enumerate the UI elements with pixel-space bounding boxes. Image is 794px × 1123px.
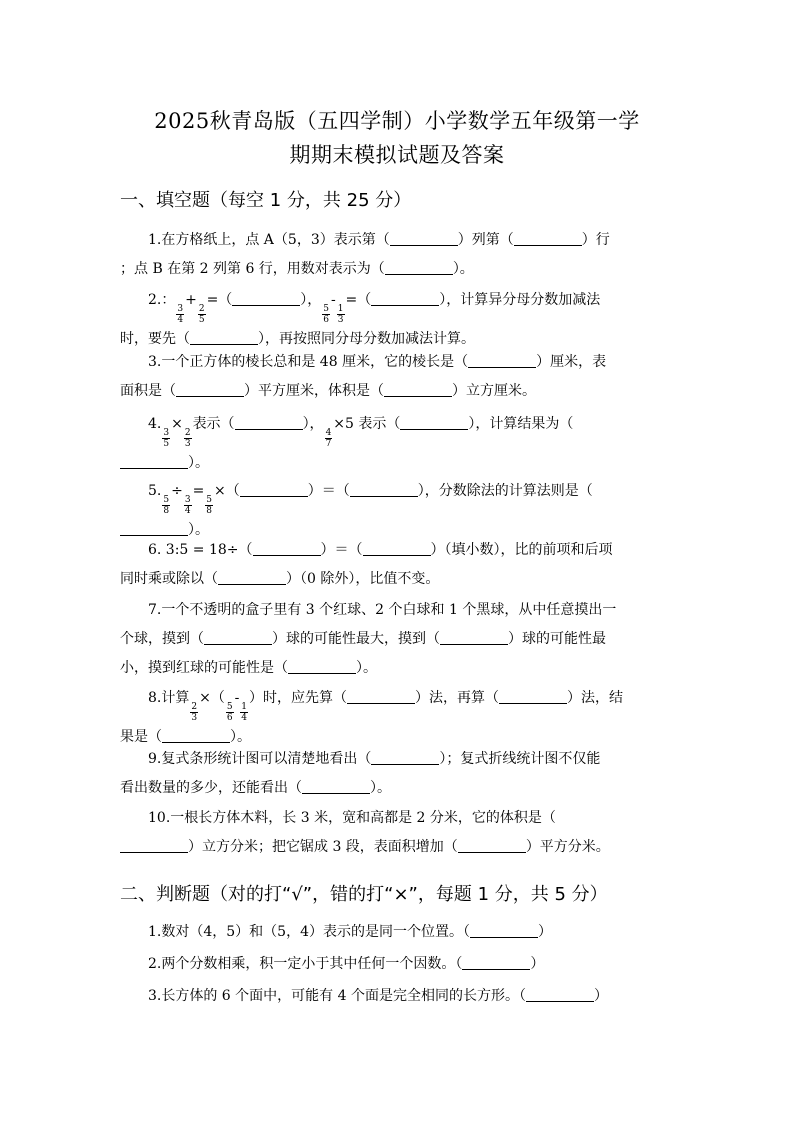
fraction <box>162 428 170 449</box>
fraction-part: 5 <box>226 702 233 712</box>
answer-blank[interactable] <box>440 630 508 645</box>
question-text: ）；复式折线统计图不仅能 <box>439 751 601 767</box>
fraction <box>184 428 192 449</box>
fraction-part: 6 <box>323 315 330 325</box>
fraction <box>325 428 333 449</box>
question-text: 10.一根长方体木料，长 3 米，宽和高都是 2 分米，它的体积是（ <box>148 810 556 826</box>
fraction-part: 8 <box>163 506 170 516</box>
question-2 <box>120 286 676 354</box>
question-text: ）球的可能性最大，摸到（ <box>272 631 440 647</box>
answer-blank[interactable] <box>371 750 439 765</box>
question-text: - <box>234 690 240 706</box>
question-text: ；点 B 在第 2 列第 6 行，用数对表示为（ <box>120 261 385 277</box>
answer-blank[interactable] <box>162 728 230 743</box>
fraction <box>322 304 330 325</box>
question-text: 6. 3:5 = 18÷（ <box>148 542 253 558</box>
fraction-part: 8 <box>206 506 213 516</box>
answer-blank[interactable] <box>400 415 468 430</box>
question-text: ）。 <box>230 729 251 745</box>
answer-blank[interactable] <box>235 415 303 430</box>
answer-blank[interactable] <box>120 454 188 469</box>
answer-blank[interactable] <box>253 541 321 556</box>
fraction-part: 4 <box>325 428 332 438</box>
document-title-line-1: 2025秋青岛版（五四学制）小学数学五年级第一学 <box>154 109 640 133</box>
fraction <box>337 304 345 325</box>
fraction-part: 3 <box>184 495 191 505</box>
question-text: 5. <box>148 483 162 499</box>
question-text: 8.计算 <box>148 690 190 706</box>
answer-blank[interactable] <box>232 291 300 306</box>
section-heading-true-false: 二、判断题（对的打“√”，错的打“×”，每题 1 分，共 5 分） <box>120 884 608 905</box>
question-text: ）， <box>302 416 324 432</box>
answer-blank[interactable] <box>288 659 356 674</box>
question-text: 3.一个正方体的棱长总和是 48 厘米，它的棱长是（ <box>148 354 469 370</box>
answer-blank[interactable] <box>384 382 452 397</box>
answer-blank[interactable] <box>462 955 530 970</box>
fraction <box>176 304 184 325</box>
question-text: ÷ <box>171 483 183 499</box>
question-text: ）。 <box>452 261 474 277</box>
judgement-1 <box>120 918 676 947</box>
question-text: ）平方分米。 <box>525 839 610 855</box>
question-text: ）厘米，表 <box>536 354 607 370</box>
answer-blank[interactable] <box>470 923 538 938</box>
document-title-line-2: 期期末模拟试题及答案 <box>289 143 505 167</box>
answer-blank[interactable] <box>468 353 536 368</box>
question-text: 个球，摸到（ <box>120 631 204 647</box>
question-6 <box>120 536 676 594</box>
answer-blank[interactable] <box>526 987 594 1002</box>
answer-blank[interactable] <box>120 521 188 536</box>
question-text: ）（填小数），比的前项和后项 <box>430 542 613 558</box>
fraction-part: 2 <box>198 304 205 314</box>
answer-blank[interactable] <box>385 260 453 275</box>
question-text: ）。 <box>356 660 377 676</box>
question-text: ） <box>538 924 552 940</box>
question-text: ），计算异分母分数加减法 <box>439 292 601 308</box>
fraction-part: 2 <box>184 428 191 438</box>
fraction-part: 5 <box>206 495 213 505</box>
question-9 <box>120 745 676 803</box>
fraction-part: 3 <box>163 428 170 438</box>
question-text: ），分数除法的计算法则是（ <box>417 483 593 499</box>
question-text: ） <box>593 988 608 1004</box>
question-text: 7.一个不透明的盒子里有 3 个红球、2 个白球和 1 个黑球，从中任意摸出一 <box>148 602 617 618</box>
question-text: 1.数对（4，5）和（5，4）表示的是同一个位置。（ <box>148 924 470 940</box>
question-text: × <box>171 416 183 432</box>
judgement-3 <box>120 982 676 1011</box>
question-text: ）列第（ <box>457 232 514 248</box>
judgement-2 <box>120 950 676 979</box>
question-text: 2.两个分数相乘，积一定小于其中任何一个因数。（ <box>148 956 463 972</box>
fraction <box>240 702 248 723</box>
fraction-part: 3 <box>191 713 198 723</box>
question-text: 时，要先（ <box>120 331 190 347</box>
answer-blank[interactable] <box>499 689 567 704</box>
question-10 <box>120 804 676 862</box>
fraction <box>190 702 198 723</box>
question-5 <box>120 477 676 545</box>
answer-blank[interactable] <box>390 231 458 246</box>
fraction-part: 3 <box>177 304 184 314</box>
fraction-part: 6 <box>226 713 233 723</box>
question-text: - <box>331 292 336 308</box>
question-text: ） <box>530 956 545 972</box>
question-text: ×（ <box>199 690 225 706</box>
question-3 <box>120 348 676 406</box>
question-text: ）法，再算（ <box>415 690 500 706</box>
question-text: ×（ <box>214 483 240 499</box>
answer-blank[interactable] <box>371 291 439 306</box>
fraction-part: 5 <box>323 304 330 314</box>
answer-blank[interactable] <box>458 838 526 853</box>
question-text: ）行 <box>581 232 610 248</box>
question-text: ）＝（ <box>307 483 350 499</box>
fraction-part: 2 <box>191 702 198 712</box>
question-text: 2.： <box>148 292 176 308</box>
question-text: ）球的可能性最 <box>508 631 606 647</box>
answer-blank[interactable] <box>514 231 582 246</box>
fraction-part: 1 <box>337 304 344 314</box>
question-text: ）平方厘米，体积是（ <box>244 383 384 399</box>
question-text: ）， <box>300 292 322 308</box>
answer-blank[interactable] <box>363 541 431 556</box>
question-text: =（ <box>206 292 233 308</box>
fraction-part: 3 <box>184 439 191 449</box>
question-text: 表示（ <box>192 416 235 432</box>
question-text: 3.长方体的 6 个面中，可能有 4 个面是完全相同的长方形。（ <box>148 988 526 1004</box>
fraction-part: 7 <box>325 439 332 449</box>
fraction <box>198 304 206 325</box>
question-text: 4. <box>148 416 162 432</box>
question-text: ）。 <box>188 455 209 471</box>
question-text: ）时，应先算（ <box>249 690 348 706</box>
question-text: + <box>185 292 197 308</box>
fraction-part: 4 <box>241 713 248 723</box>
section-heading-fill-in: 一、填空题（每空 1 分，共 25 分） <box>120 190 412 211</box>
question-8 <box>120 684 676 752</box>
question-text: 小，摸到红球的可能性是（ <box>120 660 288 676</box>
question-7 <box>120 596 676 683</box>
fraction-part: 1 <box>241 702 248 712</box>
question-text: ），计算结果为（ <box>468 416 574 432</box>
answer-blank[interactable] <box>204 630 272 645</box>
answer-blank[interactable] <box>350 482 418 497</box>
question-text: = <box>192 483 205 499</box>
answer-blank[interactable] <box>176 382 244 397</box>
fraction-part: 5 <box>198 315 205 325</box>
question-text: 同时乘或除以（ <box>120 571 218 587</box>
answer-blank[interactable] <box>120 838 188 853</box>
fraction <box>162 495 170 516</box>
answer-blank[interactable] <box>347 689 415 704</box>
fraction-part: 5 <box>163 495 170 505</box>
question-text: ）。 <box>370 780 391 796</box>
answer-blank[interactable] <box>190 330 258 345</box>
question-text: ）＝（ <box>320 542 363 558</box>
question-text: 9.复式条形统计图可以清楚地看出（ <box>148 751 372 767</box>
fraction-part: 3 <box>337 315 344 325</box>
fraction <box>184 495 192 516</box>
answer-blank[interactable] <box>240 482 308 497</box>
question-text: ）立方分米；把它锯成 3 段，表面积增加（ <box>188 839 458 855</box>
fraction-part: 4 <box>177 315 184 325</box>
question-text: ）立方厘米。 <box>452 383 536 399</box>
fraction-part: 5 <box>163 439 170 449</box>
question-text: 1.在方格纸上，点 A（5，3）表示第（ <box>148 232 390 248</box>
answer-blank[interactable] <box>302 779 370 794</box>
question-text: ）（0 除外），比值不变。 <box>286 571 440 587</box>
question-text: 看出数量的多少，还能看出（ <box>120 780 302 796</box>
question-text: ）法，结 <box>567 690 624 706</box>
question-text: =（ <box>345 292 372 308</box>
fraction <box>205 495 213 516</box>
question-4 <box>120 410 676 478</box>
question-text: ×5 表示（ <box>333 416 401 432</box>
fraction <box>226 702 234 723</box>
answer-blank[interactable] <box>218 570 286 585</box>
question-text: 面积是（ <box>120 383 176 399</box>
question-text: 果是（ <box>120 729 162 745</box>
fraction-part: 4 <box>184 506 191 516</box>
question-text: ），再按照同分母分数加减法计算。 <box>258 331 475 347</box>
question-text: ）。 <box>188 522 209 538</box>
question-1 <box>120 226 676 284</box>
